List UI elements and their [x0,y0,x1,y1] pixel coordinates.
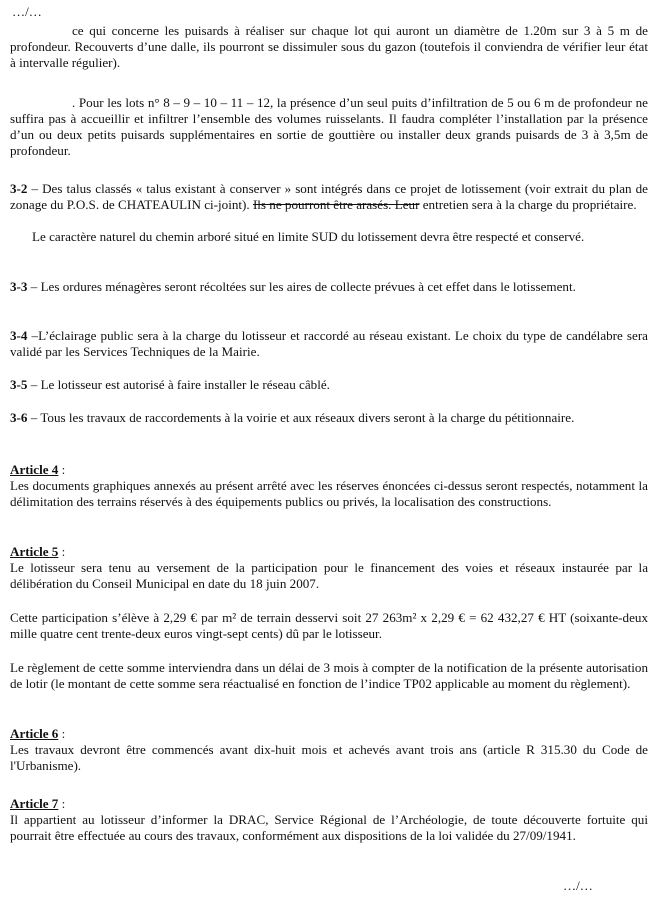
article-5-heading: Article 5 : [10,544,66,559]
section-number: 3-5 [10,377,28,392]
paragraph-chemin-arbore: Le caractère naturel du chemin arboré situé en limite SUD du lotissement devra être respecté et conservé. [32,229,585,244]
continuation-mark-bottom: …/… [563,878,593,893]
article-5-text-2: Cette participation s’élève à 2,29 € par m² de terrain desservi soit 27 263m² x 2,29 € = 62 432,27 € HT (soixante-deux mille quatre cent trente-deux euros vingt-sept cents) dû par le lotisseur. [10,610,648,641]
article-4-text: Les documents graphiques annexés au présent arrêté avec les réserves énoncées ci-dessus seront respectés, notamment la délimitation des terrains réservés à des équipements publics ou privés, la localisation des constructions. [10,478,648,509]
section-text: – Tous les travaux de raccordements à la voirie et aux réseaux divers seront à la charge du pétitionnaire. [27,410,575,425]
article-title: Article 7 [10,796,59,811]
section-number: 3-4 [10,328,28,343]
continuation-mark-top: …/… [12,4,42,19]
section-text: – Le lotisseur est autorisé à faire installer le réseau câblé. [27,377,330,392]
section-number: 3-6 [10,410,28,425]
section-3-3 [10,279,648,295]
article-7-text: Il appartient au lotisseur d’informer la DRAC, Service Régional de l’Archéologie, de toute découverte fortuite qui pourrait être effectuée au cours des travaux, conformément aux dispositions de la loi validée du 27/09/1941. [10,812,648,843]
paragraph-lots-8-12: . Pour les lots n° 8 – 9 – 10 – 11 – 12, la présence d’un seul puits d’infiltration de 5 ou 6 m de profondeur ne suffira pas à accueillir et infiltrer l’ensemble des volumes ruisselants. Il faudra compléter l’installation par la présence d’un ou deux petits puisards supplémentaires en sortie de gouttière ou installer deux grands puisards de 3 à 3,5m de profondeur. [10,95,648,158]
section-3-6 [10,410,648,426]
article-title: Article 5 [10,544,59,559]
article-title: Article 4 [10,462,59,477]
article-6-text: Les travaux devront être commencés avant dix-huit mois et achevés avant trois ans (article R 315.30 du Code de l'Urbanisme). [10,742,648,773]
article-6-heading: Article 6 : [10,726,66,741]
article-5-text-1: Le lotisseur sera tenu au versement de la participation pour le financement des voies et réseaux instaurée par la délibération du Conseil Municipal en date du 18 juin 2007. [10,560,648,591]
section-text: – Des talus classés « talus existant à conserver » sont intégrés dans ce projet de lotissement (voir extrait du plan de zonage du P.O.S. de CHATEAULIN ci-joint). [10,181,648,212]
paragraph-puisards: ce qui concerne les puisards à réaliser sur chaque lot qui auront un diamètre de 1.20m sur 3 à 5 m de profondeur. Recouverts d’une dalle, ils pourront se dissimuler sous du gazon (toutefois il conviendra de vérifier leur état à intervalle régulier). [10,23,648,70]
article-4-heading: Article 4 : [10,462,66,477]
article-7-heading: Article 7 : [10,796,66,811]
article-5-text-3: Le règlement de cette somme interviendra dans un délai de 3 mois à compter de la notification de la présente autorisation de lotir (le montant de cette somme sera réactualisé en fonction de l’indice TP02 applicable au moment du règlement). [10,660,648,691]
section-text: – Les ordures ménagères seront récoltées sur les aires de collecte prévues à cet effet dans le lotissement. [27,279,576,294]
article-title: Article 6 [10,726,59,741]
section-number: 3-2 [10,181,28,196]
section-3-5 [10,377,648,393]
section-3-4 [10,328,648,360]
section-text: –L’éclairage public sera à la charge du lotisseur et raccordé au réseau existant. Le choix du type de candélabre sera validé par les Services Techniques de la Mairie. [10,328,648,359]
section-text-rest: entretien sera à la charge du propriétaire. [419,197,637,212]
section-3-2 [10,181,648,213]
section-number: 3-3 [10,279,28,294]
struck-text: Ils ne pourront être arasés. Leur [252,197,420,212]
